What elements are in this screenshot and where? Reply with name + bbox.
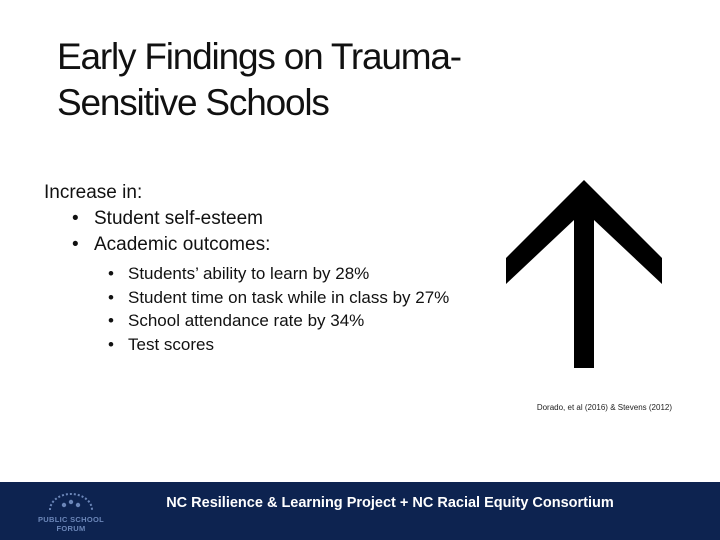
list-item [72, 232, 449, 356]
bullet-text: Student self-esteem [94, 208, 263, 229]
footer-text: NC Resilience & Learning Project + NC Racial Equity Consortium [166, 495, 614, 511]
footer-bar [0, 482, 720, 540]
bullet-icon: • [108, 311, 114, 330]
bullet-icon: • [72, 234, 79, 255]
bullet-icon: • [108, 334, 114, 354]
bullet-icon: • [108, 287, 114, 307]
list-item [108, 309, 449, 333]
intro-text: Increase in: [44, 182, 143, 203]
logo-line-1: PUBLIC SCHOOL [38, 515, 104, 524]
logo-line-2: FORUM [56, 524, 86, 533]
bullet-text: Academic outcomes: [94, 234, 271, 255]
list-item [108, 286, 449, 310]
list-item [72, 206, 449, 232]
slide-title: Early Findings on Trauma-Sensitive Schools [57, 36, 461, 123]
sub-bullet-text: Student time on task while in class by 27% [128, 287, 450, 307]
sub-bullet-list [94, 262, 449, 356]
slide-body [44, 180, 449, 356]
bullet-icon: • [72, 208, 79, 229]
list-item [108, 262, 449, 286]
sub-bullet-text: Test scores [128, 334, 214, 354]
bullet-list [44, 206, 449, 356]
logo-arc-icon [46, 492, 96, 512]
public-school-forum-logo [36, 492, 106, 536]
sub-bullet-text: School attendance rate by 34% [128, 311, 365, 330]
list-item [108, 333, 449, 357]
up-arrow-icon [506, 180, 662, 368]
sub-bullet-text: Students’ ability to learn by 28% [128, 264, 370, 283]
bullet-icon: • [108, 264, 114, 283]
citation: Dorado, et al (2016) & Stevens (2012) [536, 403, 672, 412]
